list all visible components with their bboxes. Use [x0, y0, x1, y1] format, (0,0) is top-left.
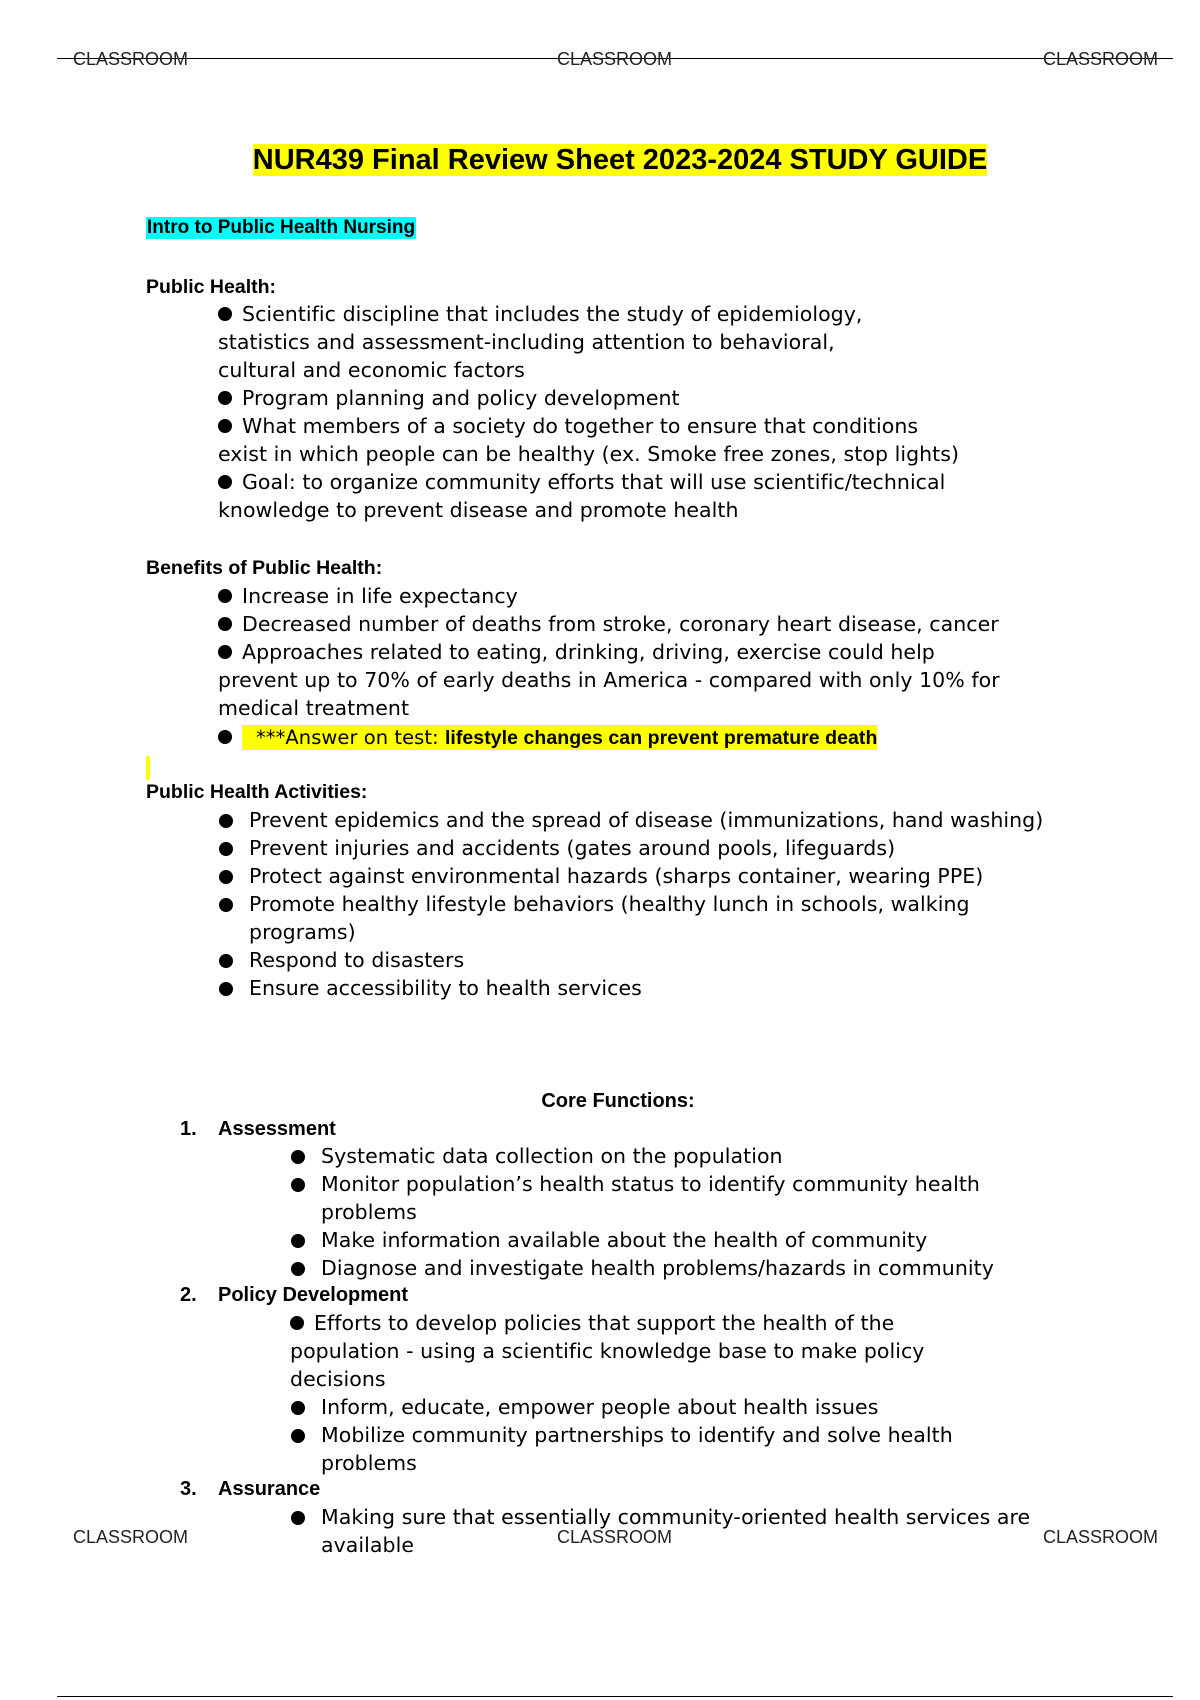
bullet-icon — [219, 814, 233, 828]
list-item: Diagnose and investigate health problems/hazards in community — [290, 1254, 1080, 1282]
bullet-icon — [218, 307, 232, 321]
bullet-icon — [291, 1150, 305, 1164]
activities-heading: Public Health Activities: — [146, 781, 368, 803]
list-item-continuation: knowledge to prevent disease and promote health — [218, 498, 739, 522]
answer-highlight — [218, 723, 877, 752]
list-item: Monitor population’s health status to identify community health problems — [290, 1170, 1080, 1226]
page-title-text: NUR439 Final Review Sheet 2023-2024 STUDY GUIDE — [252, 144, 988, 176]
bullet-icon — [219, 842, 233, 856]
list-item: Prevent injuries and accidents (gates around pools, lifeguards) — [218, 834, 1078, 862]
bullet-icon — [218, 419, 232, 433]
bullet-icon — [219, 898, 233, 912]
numbered-item-policy: 2. Policy Development — [180, 1284, 409, 1306]
list-item-continuation: statistics and assessment-including attention to behavioral, — [218, 330, 835, 354]
bullet-icon — [218, 391, 232, 405]
list-item-continuation: medical treatment — [218, 696, 410, 720]
bullet-icon — [291, 1178, 305, 1192]
answer-emphasis: lifestyle changes can prevent premature death — [444, 727, 878, 749]
assurance-list — [290, 1503, 1110, 1559]
list-item: Promote healthy lifestyle behaviors (healthy lunch in schools, walking programs) — [218, 890, 1078, 946]
watermark-header-right: CLASSROOM — [1043, 49, 1159, 69]
public-health-heading: Public Health: — [146, 276, 277, 298]
list-item: Efforts to develop policies that support the health of the — [290, 1309, 1080, 1337]
bullet-icon — [291, 1429, 305, 1443]
list-item: Program planning and policy development — [218, 384, 1108, 412]
list-item-continuation: exist in which people can be healthy (ex. Smoke free zones, stop lights) — [218, 442, 960, 466]
list-item: Prevent epidemics and the spread of disease (immunizations, hand washing) — [218, 806, 1078, 834]
list-item: Respond to disasters — [218, 946, 1078, 974]
list-item: Mobilize community partnerships to identify and solve health problems — [290, 1421, 1050, 1477]
footer-rule — [57, 1696, 1173, 1697]
list-item: Make information available about the health of community — [290, 1226, 1080, 1254]
watermark-footer-right: CLASSROOM — [1043, 1527, 1159, 1547]
list-item: Approaches related to eating, drinking, driving, exercise could help — [218, 638, 1108, 666]
list-item: Systematic data collection on the population — [290, 1142, 1080, 1170]
list-item-continuation: prevent up to 70% of early deaths in America - compared with only 10% for — [218, 668, 1000, 692]
list-item: Decreased number of deaths from stroke, coronary heart disease, cancer — [218, 610, 1108, 638]
policy-paragraph — [290, 1309, 1080, 1393]
watermark-footer-left: CLASSROOM — [73, 1527, 189, 1547]
list-item: Scientific discipline that includes the study of epidemiology, — [218, 300, 1108, 328]
bullet-icon — [290, 1316, 304, 1330]
policy-list — [290, 1393, 1050, 1477]
watermark-header-left: CLASSROOM — [73, 49, 189, 69]
list-item: What members of a society do together to ensure that conditions — [218, 412, 1108, 440]
benefits-list — [218, 582, 1108, 722]
core-functions-heading: Core Functions: — [541, 1090, 695, 1112]
watermark-header-center: CLASSROOM — [557, 49, 673, 69]
list-item-continuation: decisions — [290, 1367, 386, 1391]
list-item-continuation: cultural and economic factors — [218, 358, 525, 382]
assessment-list — [290, 1142, 1080, 1282]
list-item: Goal: to organize community efforts that will use scientific/technical — [218, 468, 1108, 496]
section-title: Intro to Public Health Nursing — [147, 217, 416, 238]
activities-list — [218, 806, 1078, 1002]
bullet-icon — [291, 1234, 305, 1248]
bullet-icon — [218, 475, 232, 489]
highlight-mark — [146, 756, 150, 780]
bullet-icon — [291, 1401, 305, 1415]
benefits-heading: Benefits of Public Health: — [146, 557, 383, 579]
bullet-icon — [218, 730, 232, 744]
bullet-icon — [218, 645, 232, 659]
list-item: Protect against environmental hazards (sharps container, wearing PPE) — [218, 862, 1078, 890]
numbered-item-assessment: 1. Assessment — [180, 1118, 336, 1140]
list-item: Increase in life expectancy — [218, 582, 1108, 610]
numbered-item-assurance: 3. Assurance — [180, 1478, 321, 1500]
bullet-icon — [218, 589, 232, 603]
list-item: Ensure accessibility to health services — [218, 974, 1078, 1002]
bullet-icon — [219, 982, 233, 996]
public-health-list — [218, 300, 1108, 524]
watermark-footer-center: CLASSROOM — [557, 1527, 673, 1547]
bullet-icon — [291, 1262, 305, 1276]
bullet-icon — [219, 954, 233, 968]
answer-text: ***Answer on test: lifestyle changes can prevent premature death — [242, 725, 877, 750]
bullet-icon — [219, 870, 233, 884]
bullet-icon — [291, 1511, 305, 1525]
bullet-icon — [218, 617, 232, 631]
page-title — [0, 144, 1200, 177]
list-item-continuation: population - using a scientific knowledge base to make policy — [290, 1339, 925, 1363]
list-item: Inform, educate, empower people about health issues — [290, 1393, 1050, 1421]
list-item: Making sure that essentially community-oriented health services are available — [290, 1503, 1110, 1559]
